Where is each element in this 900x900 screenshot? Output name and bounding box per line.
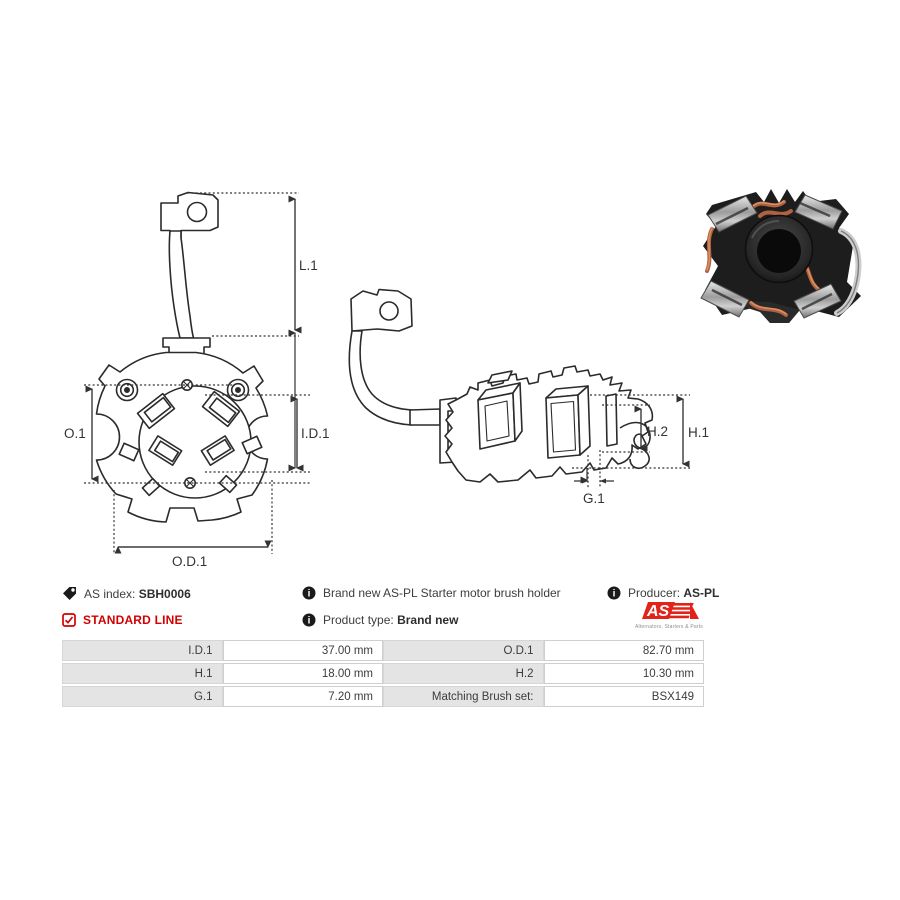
svg-text:i: i <box>307 588 311 600</box>
dim-label-g1: G.1 <box>583 491 605 506</box>
producer-row: i Producer: AS-PL <box>607 586 719 600</box>
dim-label-l1: L.1 <box>299 258 318 273</box>
spec-value: 7.20 mm <box>223 686 384 707</box>
spec-label: H.1 <box>62 663 223 684</box>
checkbox-icon <box>62 613 76 627</box>
spec-table <box>62 640 704 707</box>
as-index-row: AS index: SBH0006 <box>62 586 191 601</box>
dim-label-od1: O.D.1 <box>172 554 208 569</box>
producer-value: AS-PL <box>683 586 720 600</box>
dim-label-id1: I.D.1 <box>301 426 330 441</box>
dim-label-h2: H.2 <box>647 424 669 439</box>
standard-line-label: STANDARD LINE <box>83 613 183 627</box>
standard-line-row <box>62 613 183 627</box>
spec-label: I.D.1 <box>62 640 223 661</box>
info-icon <box>302 586 316 600</box>
spec-value: BSX149 <box>544 686 705 707</box>
spec-value: 10.30 mm <box>544 663 705 684</box>
front-view-drawing <box>97 193 268 523</box>
dim-label-o1: O.1 <box>64 426 86 441</box>
table-row <box>62 663 704 684</box>
product-type-row: i Product type: Brand new <box>302 613 458 627</box>
spec-value: 82.70 mm <box>544 640 705 661</box>
dim-label-h1: H.1 <box>688 425 710 440</box>
product-type-value: Brand new <box>397 613 459 627</box>
svg-text:i: i <box>307 615 311 627</box>
spec-value: 37.00 mm <box>223 640 384 661</box>
as-logo <box>633 599 705 633</box>
spec-label: O.D.1 <box>383 640 544 661</box>
spec-label: Matching Brush set: <box>383 686 544 707</box>
screw-boss-left <box>117 380 138 401</box>
as-logo-tagline: Alternators, Starters & Parts <box>634 624 704 630</box>
svg-text:i: i <box>612 588 616 600</box>
product-description: Brand new AS-PL Starter motor brush holder <box>323 586 561 600</box>
as-index-value: SBH0006 <box>138 586 191 601</box>
description-row <box>302 586 561 600</box>
side-view-drawing <box>349 290 652 483</box>
screw-boss-right <box>228 380 249 401</box>
info-icon <box>607 586 621 600</box>
spec-label: G.1 <box>62 686 223 707</box>
spec-value: 18.00 mm <box>223 663 384 684</box>
spec-label: H.2 <box>383 663 544 684</box>
table-row <box>62 640 704 661</box>
as-logo-text: AS <box>647 603 670 620</box>
tag-icon <box>62 586 77 601</box>
info-icon <box>302 613 316 627</box>
product-photo <box>701 189 861 323</box>
table-row <box>62 686 704 707</box>
